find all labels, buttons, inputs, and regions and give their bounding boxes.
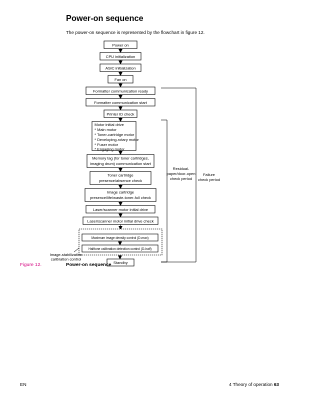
residual-label-line3: check period [169,176,193,181]
stabilization-label-line1: Image-stabilization [49,252,83,257]
footer-page-info [229,382,279,387]
motor-item-fuser: * Fuser motor [94,142,119,147]
footer-section: 4 Theory of operation [229,382,273,387]
stabilization-label-line2: calibration control [50,256,82,262]
image-check-label-line2: presence/life/waste-toner-full check [90,195,151,200]
toner-check-label-line2: presence/absence check [98,178,143,183]
step-power-on-label: Power on [112,42,129,48]
step-formatter-communication-start-label: Formatter communication start [94,99,147,105]
step-formatter-communication-ready-label: Formatter communication ready [93,88,148,94]
standby-label: Standby [113,260,128,265]
motor-item-toner-cartridge: * Toner-cartridge motor [94,132,135,137]
failure-label-line1: Failure [203,172,215,177]
figure-label: Figure 12. [20,263,42,268]
motor-item-developing-rotary: * Developing-rotary motor [94,137,139,142]
laser-initial-drive-label: Laser/scanner motor initial drive [92,206,149,212]
page-number: 63 [273,382,279,387]
step-fan-on-label: Fan on [114,76,127,82]
failure-label-line2: check period [197,177,221,182]
residual-label-line2: paper/door-open [166,171,196,176]
step-cpu-initialization-label: CPU initialization [105,53,136,59]
intro-text: The power-on sequence is represented by the flowchart in figure 12. [66,30,205,35]
residual-label-line1: Residual- [172,166,190,171]
motor-item-main: * Main motor [94,127,117,132]
footer-language: EN [20,382,27,387]
section-title: Power-on sequence [66,14,144,23]
toner-check-label-line1: Toner cartridge [107,172,134,178]
motor-item-engaging: * Engaging motor [94,146,125,152]
step-asic-initialization-label: ASIC initialization [105,65,136,71]
step-printer-id-check-label: Printer ID check [106,111,135,117]
laser-drive-check-label: Laser/scanner motor initial drive check [87,218,154,224]
d-max-label: Maximum image density control (D-max) [91,236,149,240]
figure-caption: Power-on sequence [66,263,112,268]
memory-tag-label-line2: imaging drum) communication start [90,161,151,166]
image-check-label-line1: Image cartridge [106,189,135,195]
d-half-label: Halftone calibration detection control (D-half) [88,247,152,251]
memory-tag-label-line1: Memory tag (for toner cartridges, [92,155,149,161]
motor-initial-drive-label: Motor initial drive [94,122,124,127]
